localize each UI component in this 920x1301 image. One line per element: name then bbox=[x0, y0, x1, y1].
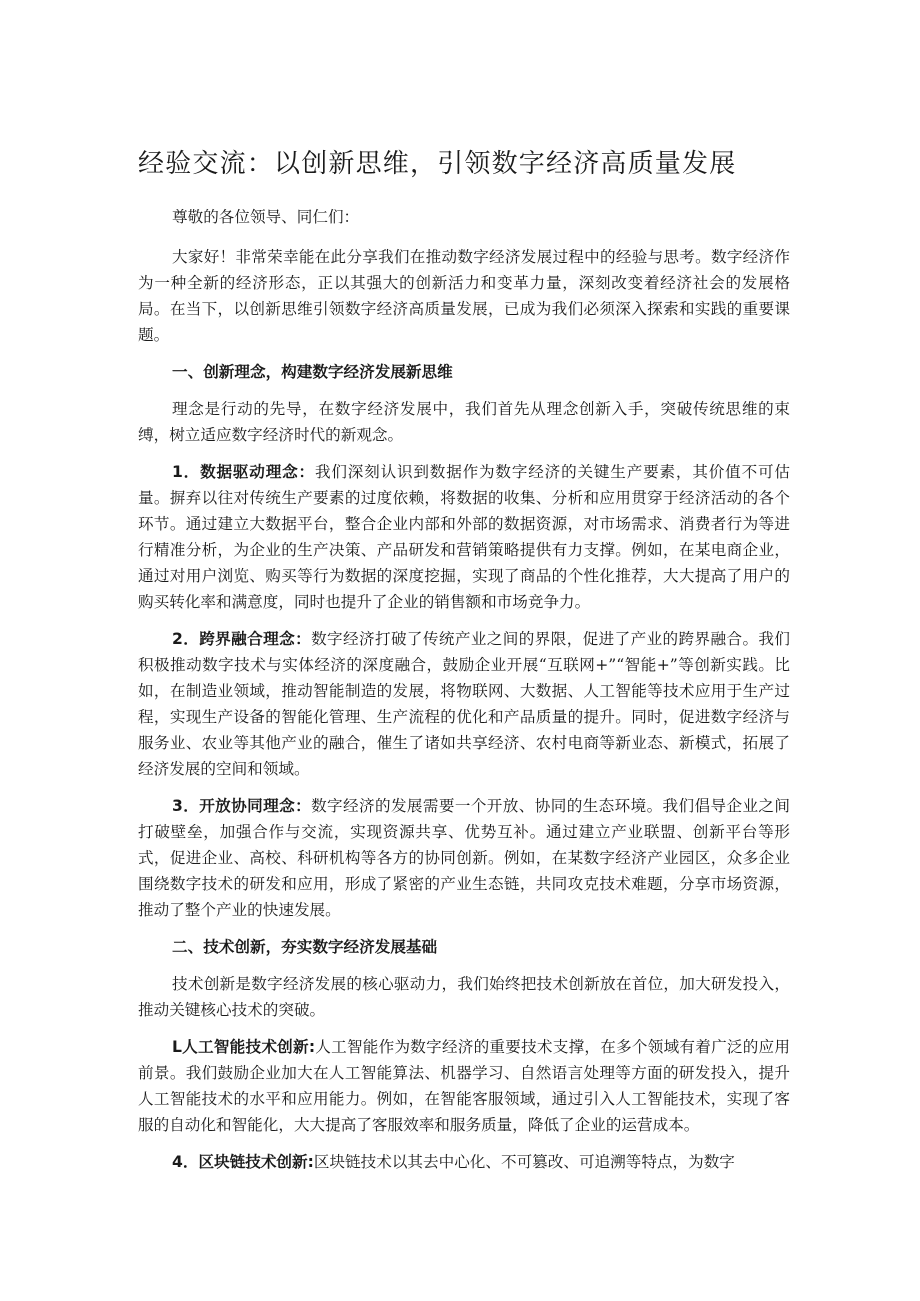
section-heading-1: 一、创新理念，构建数字经济发展新思维 bbox=[172, 363, 453, 381]
intro-paragraph: 大家好！非常荣幸能在此分享我们在推动数字经济发展过程中的经验与思考。数字经济作为一种全新的经济形态，正以其强大的创新活力和变革力量，深刻改变着经济社会的发展格局。在当下，以创新思维引领数字经济高质量发展，已成为我们必须深入探索和实践的重要课题。 bbox=[138, 248, 790, 344]
item-lead: L人工智能技术创新: bbox=[172, 1038, 316, 1056]
section-heading-2: 二、技术创新，夯实数字经济发展基础 bbox=[172, 938, 438, 956]
greeting: 尊敬的各位领导、同仁们： bbox=[172, 208, 360, 226]
item-lead: 2．跨界融合理念： bbox=[172, 630, 312, 648]
item-text: 数字经济打破了传统产业之间的界限，促进了产业的跨界融合。我们积极推动数字技术与实体经济的深度融合，鼓励企业开展“互联网+”“智能+”等创新实践。比如，在制造业领域，推动智能制造的发展，将物联网、大数据、人工智能等技术应用于生产过程，实现生产设备的智能化管理、生产流程的优化和产品质量的提升。同时，促进数字经济与服务业、农业等其他产业的融合，催生了诸如共享经济、农村电商等新业态、新模式，拓展了经济发展的空间和领域。 bbox=[138, 630, 790, 778]
item-lead: 1．数据驱动理念： bbox=[172, 463, 315, 481]
section-2-intro: 技术创新是数字经济发展的核心驱动力，我们始终把技术创新放在首位，加大研发投入，推动关键核心技术的突破。 bbox=[138, 975, 790, 1019]
section-2-item-1 bbox=[138, 1034, 790, 1138]
item-text: 数字经济的发展需要一个开放、协同的生态环境。我们倡导企业之间打破壁垒，加强合作与交流，实现资源共享、优势互补。通过建立产业联盟、创新平台等形式，促进企业、高校、科研机构等各方的协同创新。例如，在某数字经济产业园区，众多企业围绕数字技术的研发和应用，形成了紧密的产业生态链，共同攻克技术难题，分享市场资源，推动了整个产业的快速发展。 bbox=[138, 797, 790, 919]
item-text: 人工智能作为数字经济的重要技术支撑，在多个领域有着广泛的应用前景。我们鼓励企业加大在人工智能算法、机器学习、自然语言处理等方面的研发投入，提升人工智能技术的水平和应用能力。例如，在智能客服领域，通过引入人工智能技术，实现了客服的自动化和智能化，大大提高了客服效率和服务质量，降低了企业的运营成本。 bbox=[138, 1038, 790, 1134]
section-2-item-2 bbox=[138, 1149, 790, 1175]
section-1-intro: 理念是行动的先导，在数字经济发展中，我们首先从理念创新入手，突破传统思维的束缚，树立适应数字经济时代的新观念。 bbox=[138, 400, 790, 444]
item-lead: 3．开放协同理念： bbox=[172, 797, 312, 815]
item-text: 区块链技术以其去中心化、不可篡改、可追溯等特点，为数字 bbox=[313, 1153, 735, 1171]
section-1-item-2 bbox=[138, 626, 790, 782]
item-lead: 4．区块链技术创新: bbox=[172, 1153, 314, 1171]
document-page bbox=[138, 146, 790, 1186]
section-1-item-3 bbox=[138, 793, 790, 923]
item-text: 我们深刻认识到数据作为数字经济的关键生产要素，其价值不可估量。摒弃以往对传统生产要素的过度依赖，将数据的收集、分析和应用贯穿于经济活动的各个环节。通过建立大数据平台，整合企业内部和外部的数据资源，对市场需求、消费者行为等进行精准分析，为企业的生产决策、产品研发和营销策略提供有力支撑。例如，在某电商企业，通过对用户浏览、购买等行为数据的深度挖掘，实现了商品的个性化推荐，大大提高了用户的购买转化率和满意度，同时也提升了企业的销售额和市场竞争力。 bbox=[138, 463, 790, 611]
document-title: 经验交流：以创新思维，引领数字经济高质量发展 bbox=[138, 149, 737, 179]
section-1-item-1 bbox=[138, 459, 790, 615]
